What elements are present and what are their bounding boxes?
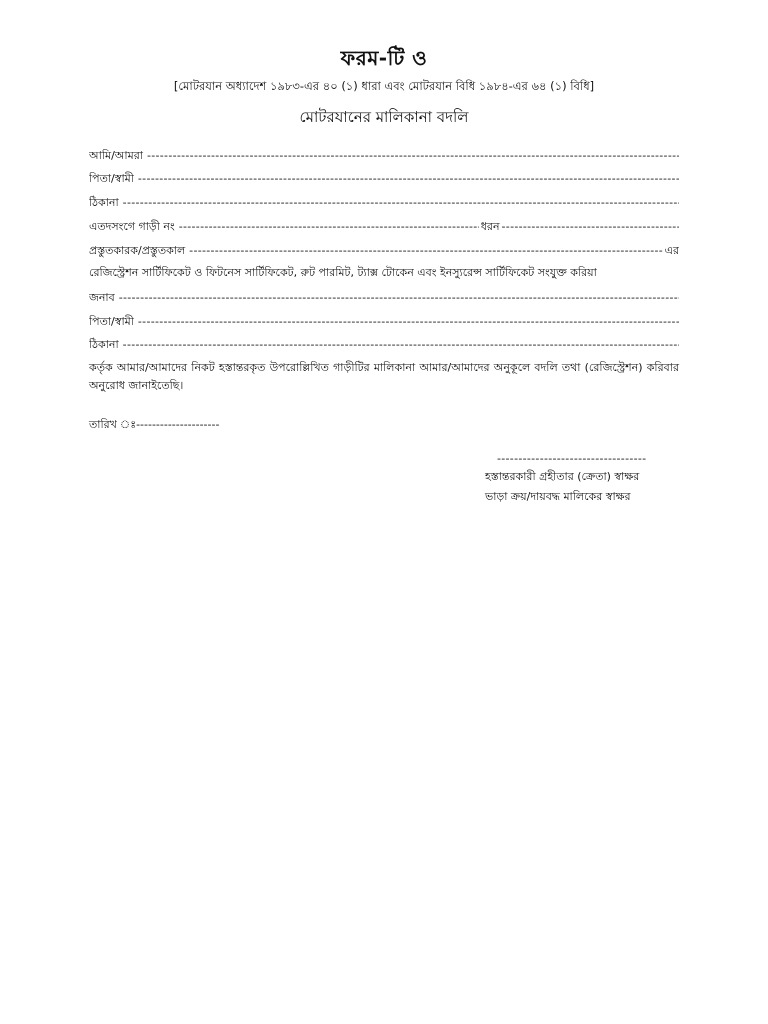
fill-line: [179, 219, 479, 235]
fill-line: [123, 195, 679, 211]
form-title: ফরম-টি ও: [340, 46, 428, 70]
field-tail: এর: [664, 244, 679, 257]
fill-line: [123, 337, 679, 353]
field-thikana-2[interactable]: [89, 337, 679, 353]
field-label: পিতা/স্বামী: [89, 315, 134, 328]
field-label: জনাব: [89, 291, 115, 304]
field-label: প্রস্তুতকারক/প্রস্তুতকাল: [89, 244, 186, 257]
fill-line: [502, 219, 679, 235]
signature-label-owner: ভাড়া ক্রয়/দায়বদ্ধ মালিকের স্বাক্ষর: [485, 490, 631, 503]
request-text: কর্তৃক আমার/আমাদের নিকট হস্তান্তরকৃত উপরোল্লিখিত গাড়ীটির মালিকানা আমার/আমাদের অনুকূলে বদলি তথা (রেজিস্ট্রেশন) করিবার অনুরোধ জানাইতেছি।: [89, 361, 679, 392]
fill-line: [147, 148, 679, 164]
signature-line: -----------------------------------: [497, 452, 647, 465]
field-label: ঠিকানা: [89, 196, 119, 209]
certificates-text: রেজিস্ট্রেশন সার্টিফিকেট ও ফিটনেস সার্টিফিকেট, রুট পারমিট, ট্যাক্স টোকেন এবং ইনস্যুরেন্স সার্টিফিকেট সংযুক্ত করিয়া: [89, 266, 597, 279]
field-janab[interactable]: [89, 290, 679, 306]
field-label: এতদসংগে গাড়ী নং: [89, 220, 175, 233]
signature-label-buyer: হস্তান্তরকারী গ্রহীতার (ক্রেতা) স্বাক্ষর: [485, 470, 640, 483]
field-thikana-1[interactable]: [89, 195, 679, 211]
field-label: আমি/আমরা: [89, 149, 143, 162]
field-label: ঠিকানা: [89, 338, 119, 351]
fill-line: [189, 243, 662, 259]
field-ami-amra[interactable]: [89, 148, 679, 164]
field-pita-swami-1[interactable]: [89, 171, 679, 187]
field-label-dhoron: ধরন: [480, 220, 500, 233]
field-prostutkarok[interactable]: [89, 243, 679, 259]
form-heading: মোটরযানের মালিকানা বদলি: [299, 108, 469, 126]
form-subtitle: [মোটরযান অধ্যাদেশ ১৯৮৩-এর ৪০ (১) ধারা এবং মোটরযান বিধি ১৯৮৪-এর ৬৪ (১) বিধি]: [173, 79, 595, 93]
field-label: পিতা/স্বামী: [89, 172, 134, 185]
fill-line: [138, 314, 679, 330]
fill-line: [119, 290, 679, 306]
date-field[interactable]: তারিখ ঃ---------------------: [89, 418, 220, 431]
field-gari-no[interactable]: [89, 219, 679, 235]
field-pita-swami-2[interactable]: [89, 314, 679, 330]
fill-line: [138, 171, 679, 187]
